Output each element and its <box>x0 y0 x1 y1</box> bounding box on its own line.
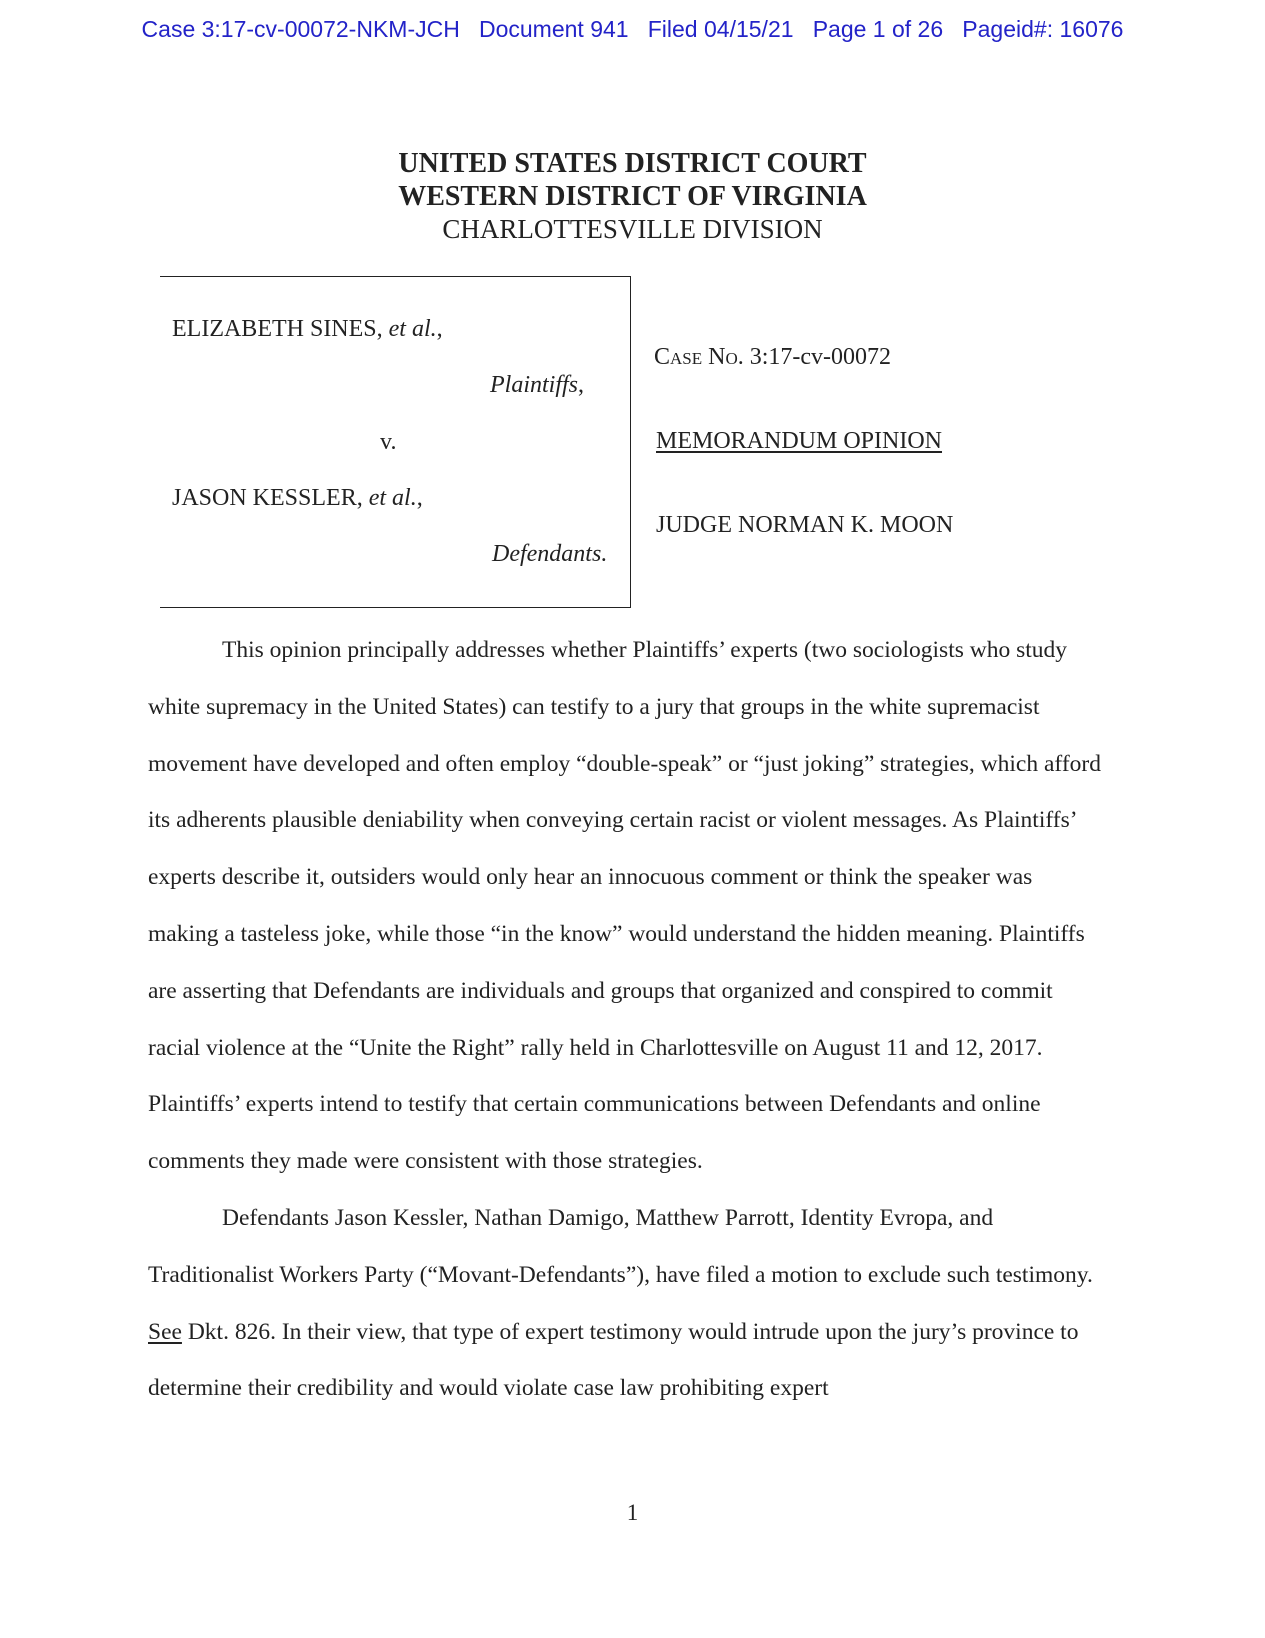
document-type: MEMORANDUM OPINION <box>656 428 943 454</box>
paragraph-2 <box>148 1190 1108 1417</box>
court-name: UNITED STATES DISTRICT COURT <box>398 148 867 179</box>
case-number-label: Case No. <box>654 344 744 370</box>
versus: v. <box>380 429 397 455</box>
case-number <box>654 344 891 371</box>
plaintiff-name <box>172 316 443 343</box>
defendant-etal: et al. <box>368 485 417 511</box>
page-number: 1 <box>626 1500 639 1525</box>
plaintiff-role-comma: , <box>578 372 585 398</box>
defendant-role-text: Defendants. <box>492 541 608 567</box>
ecf-header-stamp: Case 3:17-cv-00072-NKM-JCH Document 941 Filed 04/15/21 Page 1 of 26 Pageid#: 16076 <box>141 16 1124 42</box>
plaintiff-etal: et al. <box>388 316 437 342</box>
defendant-comma: , <box>416 485 423 511</box>
defendant-name-text: JASON KESSLER, <box>172 485 363 511</box>
case-number-value: 3:17-cv-00072 <box>749 344 892 370</box>
opinion-body <box>148 622 1108 1417</box>
plaintiff-comma: , <box>436 316 443 342</box>
paragraph-1: This opinion principally addresses whether Plaintiffs’ experts (two sociologists who study white supremacy in the United States) can testify to a jury that groups in the white supremacist movement have developed and often employ “double-speak” or “just joking” strategies, which afford its adherents plausible deniability when conveying certain racist or violent messages. As Plaintiffs’ experts describe it, outsiders would only hear an innocuous comment or think the speaker was making a tasteless joke, while those “in the know” would understand the hidden meaning. Plaintiffs are asserting that Defendants are individuals and groups that organized and conspired to commit racial violence at the “Unite the Right” rally held in Charlottesville on August 11 and 12, 2017. Plaintiffs’ experts intend to testify that certain communications between Defendants and online comments they made were consistent with those strategies. <box>148 637 1101 1175</box>
division-name: CHARLOTTESVILLE DIVISION <box>442 214 823 244</box>
defendant-role <box>492 541 607 568</box>
defendant-name <box>172 485 423 512</box>
paragraph-2-start: Defendants Jason Kessler, Nathan Damigo, Matthew Parrott, Identity Evropa, and Traditionalist Workers Party (“Movant-Defendants”), have filed a motion to exclude such testimony. <box>148 1204 1093 1288</box>
plaintiff-role <box>490 372 584 399</box>
district-name: WESTERN DISTRICT OF VIRGINIA <box>398 181 867 212</box>
citation-signal-see: See <box>148 1318 182 1345</box>
judge-name: JUDGE NORMAN K. MOON <box>656 512 954 538</box>
paragraph-2-end: Dkt. 826. In their view, that type of expert testimony would intrude upon the jury’s province to determine their credibility and would violate case law prohibiting expert <box>148 1318 1079 1402</box>
plaintiff-role-text: Plaintiffs <box>490 372 579 398</box>
plaintiff-name-text: ELIZABETH SINES, <box>172 316 383 342</box>
